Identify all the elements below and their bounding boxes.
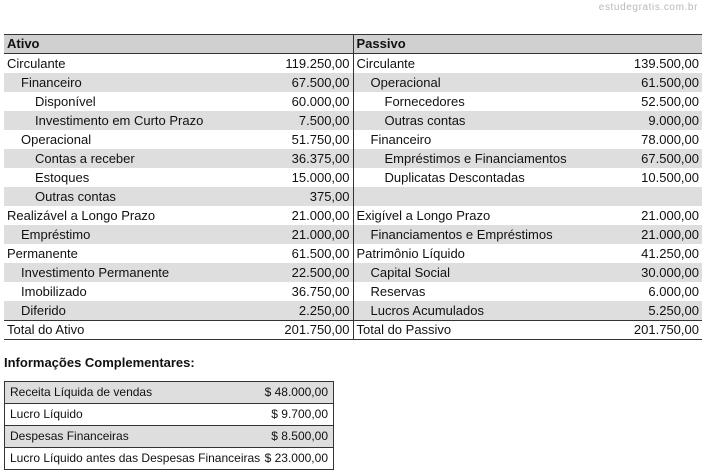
row-value: 119.250,00: [285, 56, 350, 71]
row-label: Financeiro: [370, 132, 432, 147]
table-row: [4, 130, 353, 149]
row-value: 60.000,00: [291, 94, 350, 109]
table-row: [5, 382, 333, 404]
row-value: 36.375,00: [291, 151, 350, 166]
row-value: $ 48.000,00: [264, 385, 328, 399]
ativo-header: Ativo: [4, 35, 353, 54]
row-value: $ 9.700,00: [271, 407, 328, 421]
row-label: Empréstimos e Financiamentos: [384, 151, 567, 166]
row-value: 5.250,00: [648, 303, 699, 318]
row-label: [357, 187, 385, 206]
ativo-total-row: [4, 320, 353, 339]
row-label: Exigível a Longo Prazo: [356, 208, 491, 223]
row-value: 21.000,00: [641, 208, 699, 223]
ativo-column: [4, 35, 354, 339]
info-title: Informações Complementares:: [4, 355, 195, 370]
row-value: 21.000,00: [291, 227, 350, 242]
row-label: Financeiro: [21, 75, 82, 90]
row-value: 61.500,00: [641, 75, 699, 90]
watermark: estudegratis.com.br: [598, 2, 698, 13]
row-label: Outras contas: [384, 113, 466, 128]
row-label: Lucro Líquido: [10, 407, 83, 421]
table-row: [5, 448, 333, 469]
total-label: Total do Ativo: [7, 322, 85, 337]
row-value: 15.000,00: [291, 170, 350, 185]
row-label: Circulante: [356, 56, 416, 71]
row-value: 67.500,00: [641, 151, 699, 166]
row-label: Realizável a Longo Prazo: [7, 208, 156, 223]
table-row: [354, 54, 703, 73]
table-row: [4, 282, 353, 301]
table-row: [354, 92, 703, 111]
row-value: 67.500,00: [291, 75, 350, 90]
passivo-total-row: [354, 320, 703, 339]
row-label: Lucro Líquido antes das Despesas Financeiras: [10, 451, 261, 465]
table-row: [4, 187, 353, 206]
row-value: 139.500,00: [633, 56, 699, 71]
row-label: Patrimônio Líquido: [356, 246, 465, 261]
row-label: Lucros Acumulados: [370, 303, 484, 318]
row-label: Despesas Financeiras: [10, 429, 129, 443]
row-label: Receita Líquida de vendas: [10, 385, 153, 399]
row-label: Permanente: [7, 246, 78, 261]
passivo-column: [354, 35, 703, 339]
row-value: 21.000,00: [291, 208, 350, 223]
table-row: [4, 263, 353, 282]
table-row: [4, 206, 353, 225]
row-label: Capital Social: [370, 265, 450, 280]
row-value: 22.500,00: [291, 265, 350, 280]
table-row: [354, 244, 703, 263]
row-value: 52.500,00: [641, 94, 699, 109]
row-label: Duplicatas Descontadas: [384, 170, 525, 185]
row-label: Imobilizado: [21, 284, 87, 299]
table-row: [4, 92, 353, 111]
table-row: [354, 149, 703, 168]
total-label: Total do Passivo: [356, 322, 452, 337]
row-value: 7.500,00: [298, 113, 350, 128]
row-value: 36.750,00: [291, 284, 350, 299]
row-label: Investimento Permanente: [21, 265, 170, 280]
row-value: $ 8.500,00: [271, 429, 328, 443]
total-value: 201.750,00: [633, 322, 699, 337]
table-row: [4, 225, 353, 244]
balance-sheet: [4, 34, 702, 340]
row-value: 2.250,00: [298, 303, 350, 318]
row-value: 41.250,00: [641, 246, 699, 261]
table-row: [354, 263, 703, 282]
row-value: 21.000,00: [641, 227, 699, 242]
row-label: Financiamentos e Empréstimos: [370, 227, 553, 242]
row-label: Operacional: [370, 75, 441, 90]
table-row: [354, 225, 703, 244]
table-row: [4, 168, 353, 187]
table-row: [354, 206, 703, 225]
row-label: Empréstimo: [21, 227, 91, 242]
table-row: [4, 244, 353, 263]
row-label: Fornecedores: [384, 94, 465, 109]
row-value: 51.750,00: [291, 132, 350, 147]
row-value: $ 23.000,00: [264, 451, 328, 465]
row-label: Investimento em Curto Prazo: [35, 113, 204, 128]
row-value: 30.000,00: [641, 265, 699, 280]
passivo-header: Passivo: [354, 35, 703, 54]
table-row: [354, 130, 703, 149]
table-row: [354, 168, 703, 187]
row-value: 78.000,00: [641, 132, 699, 147]
table-row: [4, 73, 353, 92]
table-row: [4, 111, 353, 130]
row-label: Contas a receber: [35, 151, 135, 166]
row-value: 10.500,00: [641, 170, 699, 185]
row-value: 6.000,00: [648, 284, 699, 299]
table-row: [4, 301, 353, 320]
info-table: [4, 381, 334, 470]
row-value: 9.000,00: [648, 113, 699, 128]
table-row: [354, 111, 703, 130]
row-label: Reservas: [370, 284, 426, 299]
row-label: Diferido: [21, 303, 66, 318]
table-row: [5, 404, 333, 426]
table-row: [5, 426, 333, 448]
row-label: Disponível: [35, 94, 96, 109]
table-row: [4, 54, 353, 73]
row-value: 61.500,00: [291, 246, 350, 261]
row-label: Operacional: [21, 132, 92, 147]
table-row: [354, 187, 703, 206]
table-row: [354, 282, 703, 301]
table-row: [4, 149, 353, 168]
total-value: 201.750,00: [284, 322, 350, 337]
table-row: [354, 73, 703, 92]
row-label: Outras contas: [35, 189, 116, 204]
row-label: Estoques: [35, 170, 90, 185]
table-row: [354, 301, 703, 320]
row-label: Circulante: [7, 56, 66, 71]
row-value: 375,00: [309, 189, 350, 204]
